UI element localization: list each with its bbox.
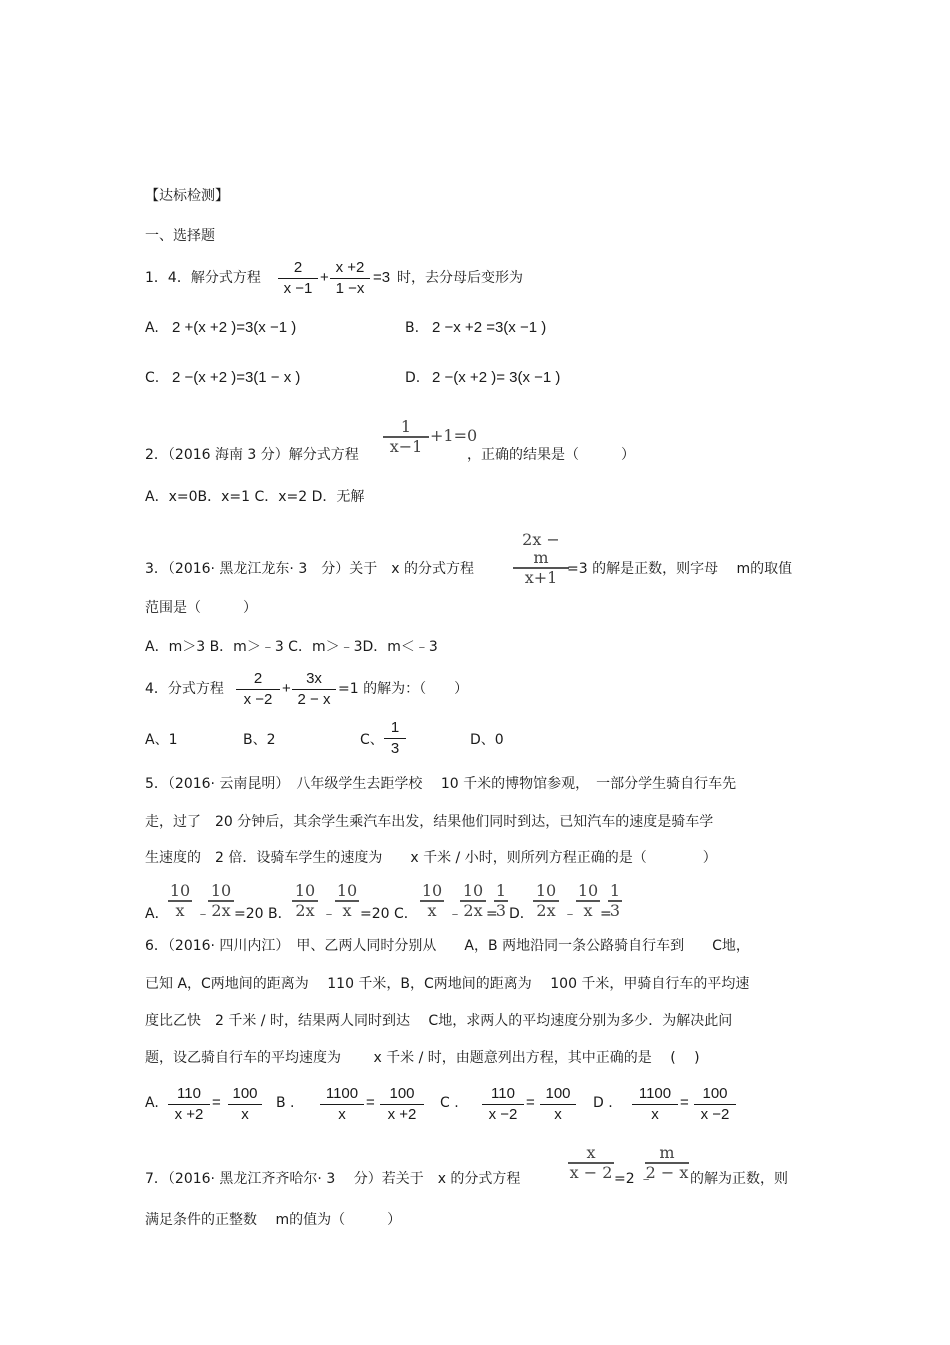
q6-b-f2-denominator: x +2	[380, 1104, 424, 1125]
q5-b-minus: ﹣	[322, 906, 336, 922]
q7-fraction-2	[645, 1144, 689, 1182]
q4-fraction-2	[292, 669, 336, 710]
q7-f2-denominator: 2 − x	[645, 1163, 689, 1182]
q5-a-f2-denominator: 2x	[208, 900, 234, 920]
q6-d-fraction-1	[632, 1084, 678, 1125]
q6-c-f2-numerator: 100	[545, 1085, 571, 1102]
q5-a-tail: =20 B．	[234, 906, 292, 922]
q1-f1-denominator: x −1	[278, 278, 318, 299]
section-heading: 【达标检测】	[145, 188, 229, 204]
q7-line-2: 满足条件的正整数 m的值为（ ）	[145, 1212, 402, 1228]
q5-b-f1-denominator: 2x	[292, 900, 318, 920]
q4-c-numerator: 1	[390, 719, 400, 736]
q1-option-a-label: A.	[145, 320, 159, 336]
q4-option-c-fraction	[384, 718, 406, 759]
q5-c-f1-numerator: 10	[421, 881, 443, 900]
q6-b-f2-numerator: 100	[389, 1085, 415, 1102]
q6-c-f1-denominator: x −2	[482, 1104, 524, 1125]
q5-d-fraction-1	[533, 882, 559, 920]
q5-line-1: 5．（2016· 云南昆明） 八年级学生去距学校 10 千米的博物馆参观， 一部分学生骑自行车先	[145, 776, 737, 792]
q5-c-f2-denominator: 2x	[460, 900, 486, 920]
q6-c-fraction-2	[540, 1084, 576, 1125]
q6-line-2: 已知 A，C两地间的距离为 110 千米，B，C两地间的距离为 100 千米，甲骑自行车的平均速	[145, 976, 750, 992]
q5-c-tail: D．	[509, 906, 534, 922]
q3-equation-image	[513, 531, 569, 587]
q6-b-f1-numerator: 1100	[325, 1085, 359, 1102]
q2-img-denominator: x−1	[383, 436, 429, 456]
q6-b-equals: =	[366, 1094, 375, 1111]
q6-b-f1-denominator: x	[320, 1104, 364, 1125]
q7-f1-denominator: x − 2	[569, 1163, 613, 1182]
q6-c-f2-denominator: x	[540, 1104, 576, 1125]
q5-option-a-label: A．	[145, 906, 169, 922]
q5-c-equals: =	[486, 906, 498, 922]
q5-d-f2-denominator: x	[576, 900, 600, 920]
q6-d-f1-denominator: x	[632, 1104, 678, 1125]
q7-f1-numerator: x	[586, 1143, 596, 1162]
q1-option-b-expression: 2 −x +2 =3(x −1 )	[432, 319, 547, 336]
q5-a-minus: ﹣	[196, 906, 210, 922]
q1-f2-denominator: 1 −x	[330, 278, 370, 299]
q5-a-f1-denominator: x	[168, 900, 192, 920]
q6-a-fraction-1	[168, 1084, 210, 1125]
q6-d-f1-numerator: 1100	[638, 1085, 672, 1102]
q2-img-numerator: 1	[400, 417, 412, 436]
q7-middle: =2 ﹣	[614, 1171, 654, 1187]
q6-line-3: 度比乙快 2 千米 / 时，结果两人同时到达 C地，求两人的平均速度分别为多少．为解决此问	[145, 1013, 733, 1029]
q4-f2-numerator: 3x	[306, 670, 322, 687]
q5-c-fraction-1	[420, 882, 444, 920]
q5-d-f2-numerator: 10	[577, 881, 599, 900]
q2-equation-image	[383, 418, 429, 456]
q5-a-fraction-1	[168, 882, 192, 920]
q5-b-tail: =20 C．	[360, 906, 418, 922]
q5-c-f3-numerator: 1	[495, 881, 507, 900]
q1-suffix: 时，去分母后变形为	[397, 270, 523, 286]
q5-d-fraction-2	[576, 882, 600, 920]
q6-b-fraction-2	[380, 1084, 424, 1125]
q6-line-1: 6．（2016· 四川内江） 甲、乙两人同时分别从 A，B 两地沿同一条公路骑自行车到 C地，	[145, 938, 750, 954]
q1-equals: =3	[373, 269, 391, 286]
q7-f2-numerator: m	[659, 1143, 675, 1162]
q4-f2-denominator: 2 − x	[292, 689, 336, 710]
q6-d-f2-numerator: 100	[702, 1085, 728, 1102]
q6-a-f2-numerator: 100	[232, 1085, 258, 1102]
q3-options: A．m＞3 B．m＞﹣3 C．m＞﹣3D．m＜﹣3	[145, 639, 438, 655]
q6-option-b-label: B .	[276, 1095, 295, 1111]
q6-a-f2-denominator: x	[228, 1104, 262, 1125]
q4-option-b: B、2	[243, 732, 276, 748]
q3-suffix: =3 的解是正数，则字母 m的取值	[567, 561, 793, 577]
q4-f1-denominator: x −2	[236, 689, 280, 710]
q2-prefix: 2．（2016 海南 3 分）解分式方程	[145, 447, 359, 463]
q4-c-denominator: 3	[384, 738, 406, 759]
q5-c-f1-denominator: x	[420, 900, 444, 920]
q5-b-f1-numerator: 10	[294, 881, 316, 900]
q5-c-f3-denominator: 3	[495, 901, 507, 920]
q6-option-a-label: A.	[145, 1095, 159, 1111]
q3-prefix: 3．（2016· 黑龙江龙东· 3 分）关于 x 的分式方程	[145, 561, 474, 577]
q6-a-equals: =	[212, 1094, 221, 1111]
q6-d-fraction-2	[694, 1084, 736, 1125]
q6-line-4: 题，设乙骑自行车的平均速度为 x 千米 / 时，由题意列出方程，其中正确的是 ( )	[145, 1050, 700, 1066]
q1-f2-numerator: x +2	[335, 259, 365, 276]
q1-fraction-2	[330, 258, 370, 299]
q5-b-fraction-2	[335, 882, 359, 920]
q1-f1-numerator: 2	[293, 259, 303, 276]
q6-option-d-label: D .	[593, 1095, 613, 1111]
q1-option-c-expression: 2 −(x +2 )=3(1 − x )	[172, 369, 301, 386]
q4-prefix: 4．分式方程	[145, 681, 224, 697]
q4-suffix: =1 的解为：（ ）	[338, 681, 469, 697]
q5-line-2: 走，过了 20 分钟后，其余学生乘汽车出发，结果他们同时到达，已知汽车的速度是骑车学	[145, 814, 714, 830]
q6-c-equals: =	[526, 1094, 535, 1111]
q5-d-minus: ﹣	[563, 906, 577, 922]
q6-option-c-label: C .	[440, 1095, 459, 1111]
q3-img-denominator: x+1	[513, 567, 569, 587]
section-subheading: 一、选择题	[145, 228, 215, 244]
q5-a-fraction-2	[208, 882, 234, 920]
q7-suffix: 的解为正数，则	[690, 1171, 788, 1187]
q5-d-f3-numerator: 1	[609, 881, 621, 900]
q4-fraction-1	[236, 669, 280, 710]
q3-line-2: 范围是（ ）	[145, 600, 257, 616]
q2-options: A．x=0B．x=1 C．x=2 D．无解	[145, 489, 365, 505]
q5-d-f1-numerator: 10	[535, 881, 557, 900]
q5-a-f2-numerator: 10	[210, 881, 232, 900]
q7-prefix: 7．（2016· 黑龙江齐齐哈尔· 3 分）若关于 x 的分式方程	[145, 1171, 521, 1187]
q4-f1-numerator: 2	[253, 670, 263, 687]
q6-a-f1-numerator: 110	[177, 1085, 201, 1102]
q4-option-c-label: C、	[360, 732, 384, 748]
q6-a-f1-denominator: x +2	[168, 1104, 210, 1125]
q5-b-fraction-1	[292, 882, 318, 920]
q1-plus: +	[320, 269, 329, 286]
q6-a-fraction-2	[228, 1084, 262, 1125]
q6-c-f1-numerator: 110	[491, 1085, 515, 1102]
q5-d-f3-denominator: 3	[609, 901, 621, 920]
q7-fraction-1	[568, 1144, 614, 1182]
q6-d-equals: =	[680, 1094, 689, 1111]
q6-b-fraction-1	[320, 1084, 364, 1125]
q1-option-a-expression: 2 +(x +2 )=3(x −1 )	[172, 319, 297, 336]
q1-fraction-1	[278, 258, 318, 299]
q5-line-3: 生速度的 2 倍．设骑车学生的速度为 x 千米 / 小时，则所列方程正确的是（ ）	[145, 850, 717, 866]
q5-b-f2-denominator: x	[335, 900, 359, 920]
q5-d-fraction-3	[608, 882, 622, 920]
q1-option-b-label: B.	[405, 320, 420, 336]
q5-c-fraction-2	[460, 882, 486, 920]
q1-option-c-label: C.	[145, 370, 160, 386]
q4-plus: +	[282, 680, 291, 697]
q5-a-f1-numerator: 10	[169, 881, 191, 900]
q2-suffix: ，正确的结果是（ ）	[467, 447, 635, 463]
q4-option-a: A、1	[145, 732, 178, 748]
q5-c-fraction-3	[494, 882, 508, 920]
q6-c-fraction-1	[482, 1084, 524, 1125]
q1-option-d-label: D.	[405, 370, 421, 386]
q3-img-numerator: 2x − m	[522, 530, 560, 567]
q4-option-d: D、0	[470, 732, 504, 748]
q5-d-f1-denominator: 2x	[533, 900, 559, 920]
q6-d-f2-denominator: x −2	[694, 1104, 736, 1125]
q2-img-tail: +1=0	[430, 426, 478, 445]
q5-c-f2-numerator: 10	[462, 881, 484, 900]
q5-c-minus: ﹣	[448, 906, 462, 922]
q1-option-d-expression: 2 −(x +2 )= 3(x −1 )	[432, 369, 561, 386]
q5-d-equals: =	[600, 906, 612, 922]
q5-b-f2-numerator: 10	[336, 881, 358, 900]
q1-prefix: 1．4．解分式方程	[145, 270, 261, 286]
